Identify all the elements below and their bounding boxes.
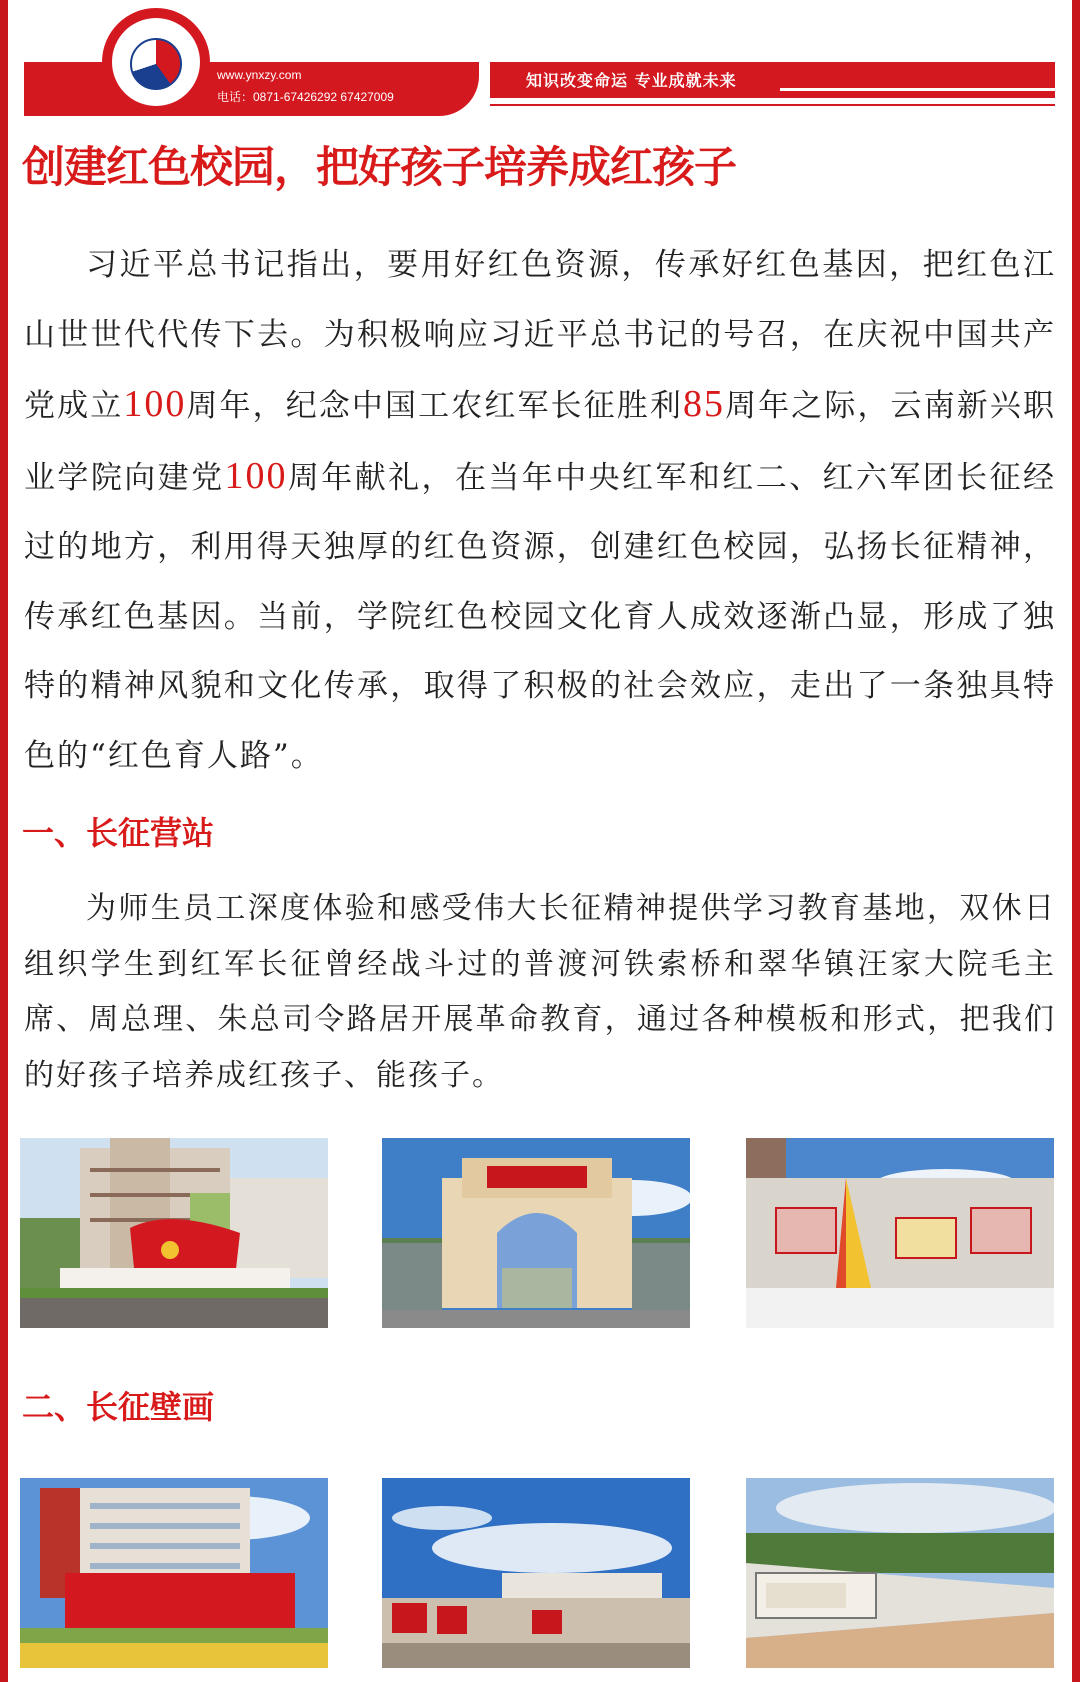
photo-long-march-station-gate — [382, 1138, 690, 1328]
header-website: www.ynxzy.com — [217, 68, 302, 82]
header-divider — [780, 88, 1055, 91]
section-heading-long-march-murals: 二、长征壁画 — [22, 1388, 215, 1426]
photo-red-flag-monument — [20, 1138, 328, 1328]
left-border — [0, 0, 8, 1682]
section1-paragraph: 为师生员工深度体验和感受伟大长征精神提供学习教育基地，双休日组织学生到红军长征曾经战斗过的普渡河铁索桥和翠华镇汪家大院毛主席、周总理、朱总司令路居开展革命教育，通过各种模板和形式，把我们的好孩子培养成红孩子、能孩子。 — [24, 891, 1056, 1093]
photo-principal-message-wall — [20, 1478, 328, 1668]
intro-text-4: 周年献礼，在当年中央红军和红二、红六军团长征经过的地方，利用得天独厚的红色资源，创建红色校园，弘扬长征精神，传承红色基因。当前，学院红色校园文化育人成效逐渐凸显，形成了独特的精神风貌和文化传承，取得了积极的社会效应，走出了一条独具特色的“红色育人路”。 — [24, 459, 1056, 774]
photo-mural-wall-panorama — [382, 1478, 690, 1668]
header-underline — [490, 104, 1055, 106]
right-border — [1072, 0, 1080, 1682]
intro-number-3: 100 — [224, 454, 288, 497]
intro-number-1: 100 — [123, 383, 187, 425]
intro-paragraph — [24, 231, 1056, 791]
page-header — [0, 0, 1080, 130]
intro-text-3: 周年之际，云南新兴职业学院向建党 — [24, 388, 1057, 496]
photo-long-march-spirit-wall — [746, 1138, 1054, 1328]
logo-emblem-icon — [130, 38, 182, 90]
intro-text-2: 周年，纪念中国工农红军长征胜利 — [186, 388, 683, 424]
intro-text-1: 习近平总书记指出，要用好红色资源，传承好红色基因，把红色江山世世代代传下去。为积极响应习近平总书记的号召，在庆祝中国共产党成立 — [24, 247, 1056, 424]
header-phone: 电话：0871-67426292 67427009 — [217, 90, 394, 104]
header-slogan: 知识改变命运 专业成就未来 — [526, 71, 737, 90]
page-title: 创建红色校园，把好孩子培养成红孩子 — [22, 143, 736, 193]
section-heading-long-march-station: 一、长征营站 — [22, 814, 215, 852]
photo-mural-wall-road — [746, 1478, 1054, 1668]
intro-number-2: 85 — [682, 383, 725, 425]
